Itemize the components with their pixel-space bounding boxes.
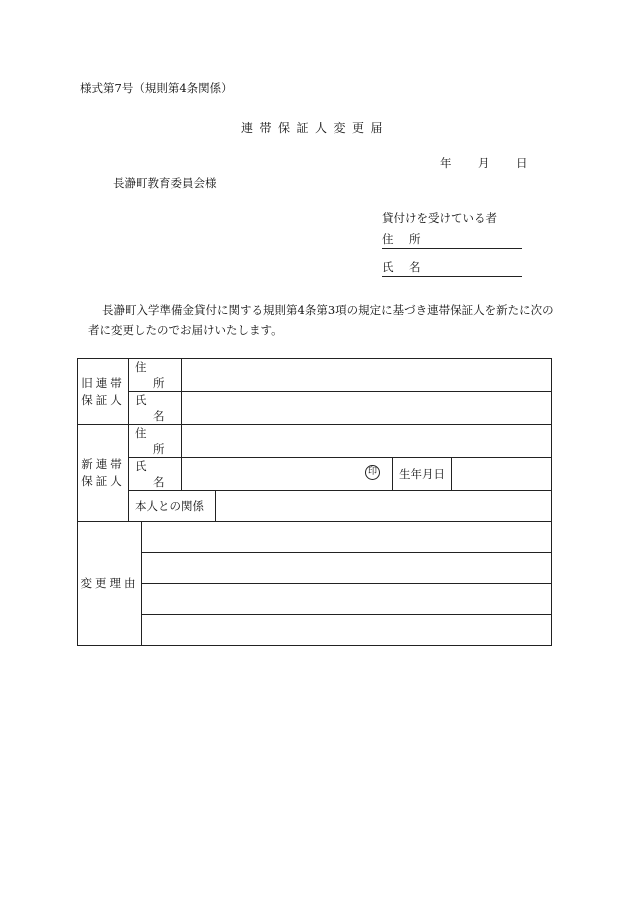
reason-row-1 xyxy=(78,522,552,553)
day-label: 日 xyxy=(516,156,528,170)
relation-input[interactable] xyxy=(216,491,552,522)
new-guarantor-label: 新連帯 保証人 xyxy=(78,425,129,522)
applicant-name-label: 氏 名 xyxy=(382,260,423,274)
new-guarantor-name-label: 氏名 xyxy=(129,458,182,491)
old-guarantor-address-label: 住所 xyxy=(129,359,182,392)
new-guarantor-relation-row xyxy=(78,491,552,522)
birthdate-input[interactable] xyxy=(452,458,552,491)
reason-line-3[interactable] xyxy=(142,584,552,615)
new-guarantor-address-label: 住所 xyxy=(129,425,182,458)
new-guarantor-address-input[interactable] xyxy=(182,425,552,458)
old-guarantor-label: 旧連帯 保証人 xyxy=(78,359,129,425)
reason-row-3 xyxy=(78,584,552,615)
addressee: 長瀞町教育委員会様 xyxy=(113,176,217,190)
old-guarantor-address-row xyxy=(78,359,552,392)
new-guarantor-name-row xyxy=(78,458,552,491)
applicant-name-field[interactable] xyxy=(382,260,522,277)
old-guarantor-name-label: 氏名 xyxy=(129,392,182,425)
relation-label: 本人との関係 xyxy=(129,491,216,522)
birthdate-label: 生年月日 xyxy=(393,458,452,491)
seal-icon: 印 xyxy=(365,465,380,480)
applicant-address-field[interactable] xyxy=(382,232,522,249)
applicant-heading: 貸付けを受けている者 xyxy=(382,211,497,225)
reason-label: 変更理由 xyxy=(78,522,142,646)
date-line xyxy=(440,155,528,171)
reason-line-1[interactable] xyxy=(142,522,552,553)
guarantor-change-table xyxy=(77,358,552,646)
form-number: 様式第7号（規則第4条関係） xyxy=(80,81,233,95)
new-guarantor-address-row xyxy=(78,425,552,458)
applicant-address-label: 住 所 xyxy=(382,232,423,246)
reason-line-2[interactable] xyxy=(142,553,552,584)
old-guarantor-name-input[interactable] xyxy=(182,392,552,425)
reason-row-2 xyxy=(78,553,552,584)
body-text: 長瀞町入学準備金貸付に関する規則第4条第3項の規定に基づき連帯保証人を新たに次の者に変更したのでお届けいたします。 xyxy=(88,303,554,337)
document-title: 連帯保証人変更届 xyxy=(240,121,389,135)
old-guarantor-address-input[interactable] xyxy=(182,359,552,392)
old-guarantor-name-row xyxy=(78,392,552,425)
reason-line-4[interactable] xyxy=(142,615,552,646)
month-label: 月 xyxy=(478,156,490,170)
year-label: 年 xyxy=(440,156,452,170)
reason-row-4 xyxy=(78,615,552,646)
new-guarantor-name-input[interactable] xyxy=(182,458,393,491)
